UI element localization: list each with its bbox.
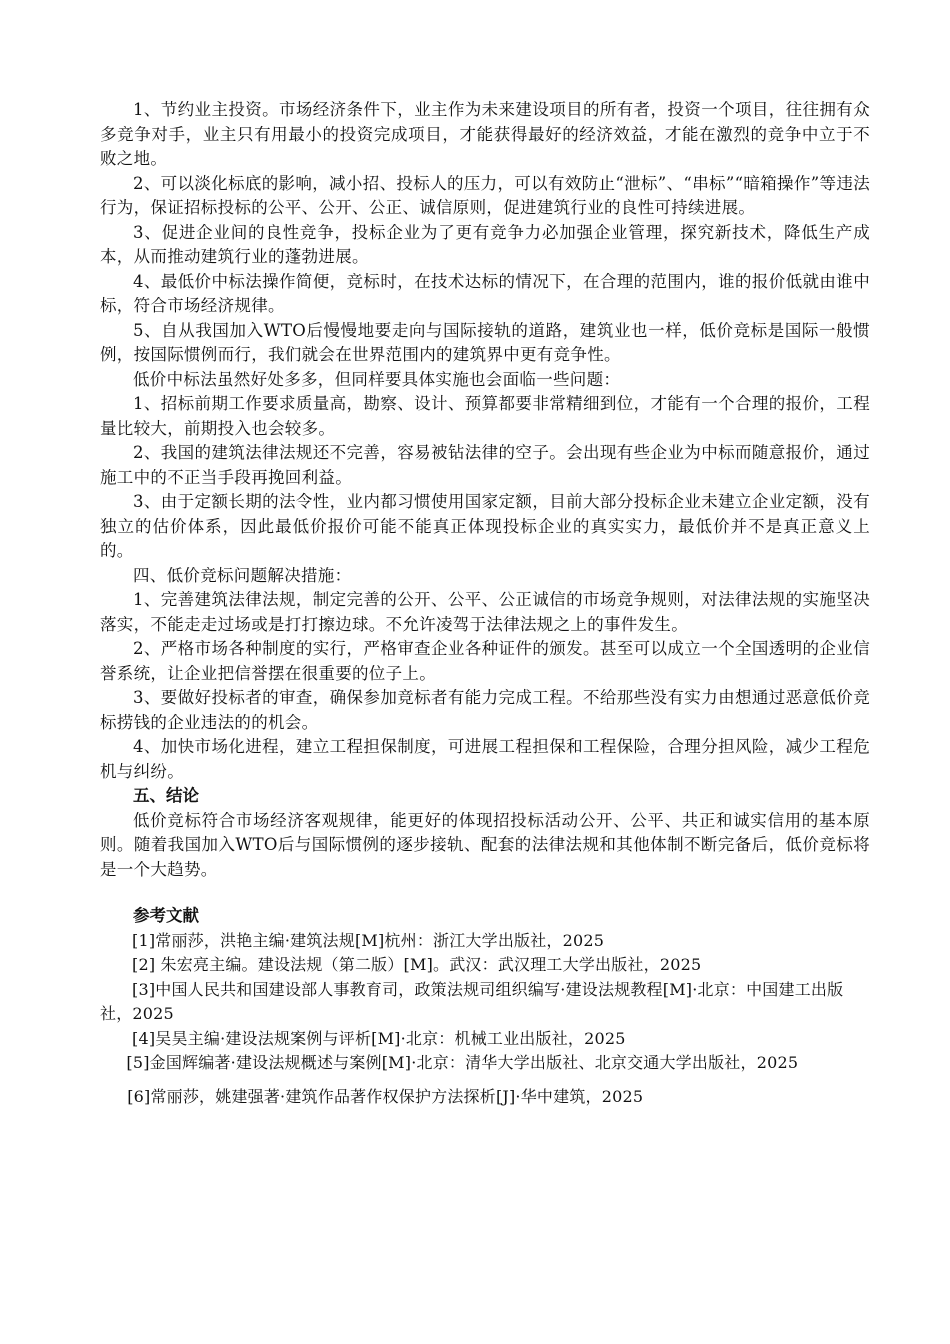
body-paragraph: 5、自从我国加入WTO后慢慢地要走向与国际接轨的道路，建筑业也一样，低价竞标是国际一般惯例，按国际惯例而行，我们就会在世界范围内的建筑界中更有竞争性。 [100,320,870,364]
reference-item: [1]常丽莎，洪艳主编·建筑法规[M]杭州：浙江大学出版社，2025 [132,930,605,950]
body-paragraph: 低价中标法虽然好处多多，但同样要具体实施也会面临一些问题： [133,369,621,389]
reference-item: [5]金国辉编著·建设法规概述与案例[M]·北京：清华大学出版社、北京交通大学出版社，2025 [126,1053,799,1072]
conclusion-heading: 五、结论 [133,786,199,805]
conclusion-paragraph: 低价竞标符合市场经济客观规律，能更好的体现招投标活动公开、公平、共正和诚实信用的基本原则。随着我国加入WTO后与国际惯例的逐步接轨、配套的法律法规和其他体制不断完备后，低价竞标将是一个大趋势。 [100,810,870,879]
body-paragraph: 3、要做好投标者的审查，确保参加竞标者有能力完成工程。不给那些没有实力由想通过恶意低价竞标捞钱的企业违法的的机会。 [100,688,870,732]
body-paragraph: 4、最低价中标法操作简便，竞标时，在技术达标的情况下，在合理的范围内，谁的报价低就由谁中标，符合市场经济规律。 [100,271,870,315]
body-paragraph: 1、节约业主投资。市场经济条件下，业主作为未来建设项目的所有者，投资一个项目，往往拥有众多竞争对手，业主只有用最小的投资完成项目，才能获得最好的经济效益，才能在激烈的竞争中立于不败之地。 [100,100,870,168]
body-paragraph: 3、由于定额长期的法令性，业内都习惯使用国家定额，目前大部分投标企业未建立企业定额，没有独立的估价体系，因此最低价报价可能不能真正体现投标企业的真实实力，最低价并不是真正意义上的。 [100,492,870,560]
body-paragraph: 1、完善建筑法律法规，制定完善的公开、公平、公正诚信的市场竞争规则，对法律法规的实施坚决落实，不能走走过场或是打打擦边球。不允许凌驾于法律法规之上的事件发生。 [100,590,870,634]
reference-item: [4]吴昊主编·建设法规案例与评析[M]·北京：机械工业出版社，2025 [132,1028,626,1048]
reference-item: [2] 朱宏亮主编。建设法规（第二版）[M]。武汉：武汉理工大学出版社，2025 [132,955,702,974]
references-heading: 参考文献 [133,906,199,925]
reference-item: [6]常丽莎，姚建强著·建筑作品著作权保护方法探析[J]·华中建筑，2025 [127,1086,644,1106]
body-paragraph: 3、促进企业间的良性竞争，投标企业为了更有竞争力必加强企业管理，探究新技术，降低生产成本，从而推动建筑行业的蓬勃进展。 [100,222,870,266]
reference-item: [3]中国人民共和国建设部人事教育司，政策法规司组织编写·建设法规教程[M]·北京：中国建工出版社，2025 [100,979,844,1023]
body-paragraph: 2、可以淡化标底的影响，减小招、投标人的压力，可以有效防止“泄标”、“串标”“暗箱操作”等违法行为，保证招标投标的公平、公开、公正、诚信原则，促进建筑行业的良性可持续进展。 [100,173,870,217]
section-heading-measures: 四、低价竞标问题解决措施： [133,565,352,585]
body-paragraph: 2、我国的建筑法律法规还不完善，容易被钻法律的空子。会出现有些企业为中标而随意报价，通过施工中的不正当手段再挽回利益。 [100,443,870,487]
body-paragraph: 4、加快市场化进程，建立工程担保制度，可进展工程担保和工程保险，合理分担风险，减少工程危机与纠纷。 [100,737,870,781]
document-page [100,98,870,1109]
body-paragraph: 2、严格市场各种制度的实行，严格审查企业各种证件的颁发。甚至可以成立一个全国透明的企业信誉系统，让企业把信誉摆在很重要的位子上。 [100,639,870,683]
spacer [100,882,870,904]
body-paragraph: 1、招标前期工作要求质量高，勘察、设计、预算都要非常精细到位，才能有一个合理的报价，工程量比较大，前期投入也会较多。 [100,394,870,438]
